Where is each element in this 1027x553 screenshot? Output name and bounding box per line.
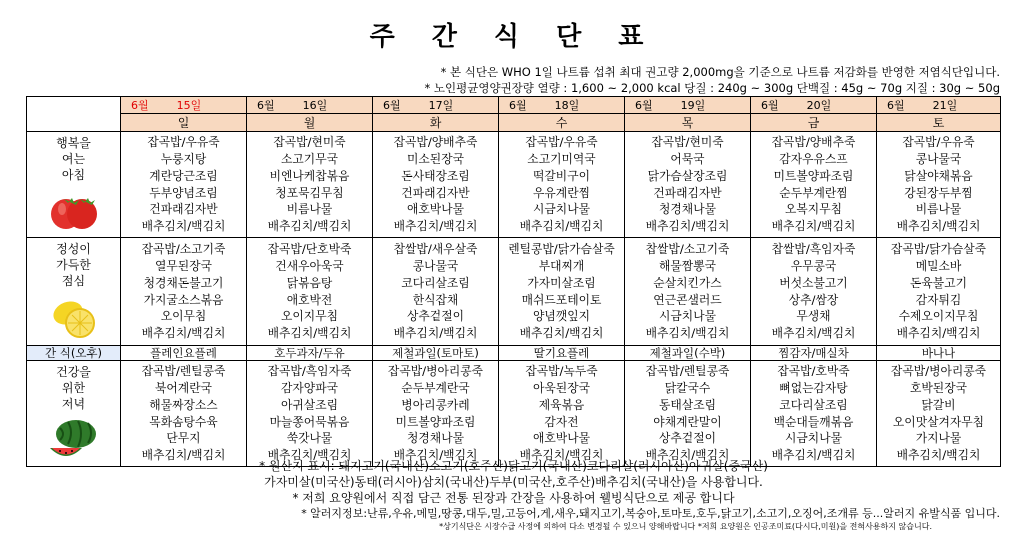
menu-item: 순두부계란찜 <box>779 185 848 200</box>
weekday-0: 일 <box>121 114 247 132</box>
menu-item: 배추김치/백김치 <box>519 219 604 234</box>
breakfast-cell <box>247 132 373 238</box>
menu-item: 찹쌀밥/소고기죽 <box>645 242 730 257</box>
date-day: 16일 <box>302 99 328 112</box>
menu-item: 떡갈비구이 <box>533 168 590 183</box>
menu-item: 가지나물 <box>915 431 962 446</box>
date-day: 18일 <box>554 99 580 112</box>
date-cell <box>121 97 247 114</box>
menu-item: 잡곡밥/흑임자죽 <box>267 364 352 379</box>
menu-item: 한식잡채 <box>412 292 459 307</box>
menu-item: 열무된장국 <box>155 258 212 273</box>
menu-item: 호박된장국 <box>910 380 967 395</box>
nutrition-note: * 노인평균영양권장량 열량 : 1,600 ~ 2,000 kcal 당질 : 240g ~ 300g 단백질 : 45g ~ 70g 지질 : 30g ~ 50g <box>424 81 1000 95</box>
menu-item: 시금치나물 <box>659 309 716 324</box>
menu-item: 배추김치/백김치 <box>645 448 730 463</box>
menu-item: 잡곡밥/단호박죽 <box>267 242 352 257</box>
weekday-3: 수 <box>499 114 625 132</box>
menu-item: 돈사태장조림 <box>401 168 470 183</box>
date-month: 6월 <box>509 99 527 112</box>
menu-item: 오이지무침 <box>281 309 338 324</box>
weekday-5: 금 <box>751 114 877 132</box>
menu-item: 백순대들깨볶음 <box>773 414 854 429</box>
menu-item: 건파래김자반 <box>653 185 722 200</box>
menu-item: 시금치나물 <box>785 431 842 446</box>
date-day: 15일 <box>176 99 202 112</box>
date-month: 6월 <box>635 99 653 112</box>
snack-cell: 찜감자/매실차 <box>751 346 877 361</box>
menu-item: 미트볼양파조림 <box>395 414 476 429</box>
menu-item: 시금치나물 <box>533 202 590 217</box>
date-month: 6월 <box>257 99 275 112</box>
date-cell <box>751 97 877 114</box>
menu-item: 가자미살조림 <box>527 275 596 290</box>
menu-item: 배추김치/백김치 <box>393 219 478 234</box>
dinner-label-line: 저녁 <box>61 397 86 411</box>
breakfast-cell <box>751 132 877 238</box>
date-cell <box>247 97 373 114</box>
menu-item: 애호박전 <box>286 292 333 307</box>
menu-item: 닭가슴살장조림 <box>647 168 728 183</box>
breakfast-cell <box>121 132 247 238</box>
menu-item: 잡곡밥/호박죽 <box>777 364 850 379</box>
menu-item: 소고기무국 <box>281 151 338 166</box>
dinner-cell <box>247 361 373 467</box>
menu-item: 제육볶음 <box>538 397 585 412</box>
menu-item: 무생채 <box>796 309 831 324</box>
menu-item: 배추김치/백김치 <box>267 326 352 341</box>
snack-cell: 제철과일(토마토) <box>373 346 499 361</box>
menu-item: 해물짜장소스 <box>149 397 218 412</box>
date-day: 21일 <box>932 99 958 112</box>
tomato-icon <box>27 189 120 237</box>
menu-item: 잡곡밥/우유죽 <box>902 135 975 150</box>
menu-item: 닭볶음탕 <box>286 275 333 290</box>
menu-item: 마늘쫑어묵볶음 <box>269 414 350 429</box>
lemon-icon <box>27 295 120 345</box>
menu-item: 찹쌀밥/흑임자죽 <box>771 242 856 257</box>
menu-item: 건새우아욱국 <box>275 258 344 273</box>
date-cell <box>499 97 625 114</box>
menu-item: 강된장두부찜 <box>904 185 973 200</box>
date-month: 6월 <box>383 99 401 112</box>
menu-item: 두부양념조림 <box>149 185 218 200</box>
date-day: 20일 <box>806 99 832 112</box>
menu-item: 코다리살조림 <box>401 275 470 290</box>
menu-item: 쑥갓나물 <box>286 431 333 446</box>
menu-item: 북어계란국 <box>155 380 212 395</box>
menu-item: 우유계란찜 <box>533 185 590 200</box>
day-row <box>27 114 1001 132</box>
dinner-cell <box>877 361 1001 467</box>
menu-item: 코다리살조림 <box>779 397 848 412</box>
menu-item: 콩나물국 <box>412 258 459 273</box>
lunch-cell <box>373 238 499 346</box>
menu-item: 배추김치/백김치 <box>771 219 856 234</box>
menu-item: 배추김치/백김치 <box>393 448 478 463</box>
breakfast-label-line: 아침 <box>61 168 86 182</box>
lunch-label <box>27 238 121 346</box>
menu-item: 콩나물국 <box>915 151 962 166</box>
menu-item: 아욱된장국 <box>533 380 590 395</box>
lunch-label-line: 점심 <box>61 274 86 288</box>
menu-item: 배추김치/백김치 <box>393 326 478 341</box>
menu-item: 배추김치/백김치 <box>141 448 226 463</box>
snack-cell: 호두과자/두유 <box>247 346 373 361</box>
date-month: 6월 <box>887 99 905 112</box>
menu-item: 잡곡밥/소고기죽 <box>141 242 226 257</box>
menu-item: 배추김치/백김치 <box>519 326 604 341</box>
dinner-cell <box>499 361 625 467</box>
menu-item: 돈육불고기 <box>910 275 967 290</box>
weekday-2: 화 <box>373 114 499 132</box>
dinner-label-line: 건강을 <box>56 365 91 379</box>
menu-item: 비름나물 <box>915 202 962 217</box>
menu-item: 감자우유스프 <box>779 151 848 166</box>
menu-item: 배추김치/백김치 <box>645 326 730 341</box>
menu-item: 잡곡밥/닭가슴살죽 <box>890 242 987 257</box>
date-month: 6월 <box>761 99 779 112</box>
menu-item: 가지굴소스볶음 <box>143 292 224 307</box>
snack-cell: 바나나 <box>877 346 1001 361</box>
corner-cell <box>27 97 121 114</box>
menu-item: 소고기미역국 <box>527 151 596 166</box>
menu-item: 비름나물 <box>286 202 333 217</box>
menu-item: 순살치킨가스 <box>653 275 722 290</box>
page-title: 주 간 식 단 표 <box>369 22 658 52</box>
dinner-cell <box>751 361 877 467</box>
lunch-cell <box>499 238 625 346</box>
menu-item: 감자튀김 <box>915 292 962 307</box>
dinner-cell <box>121 361 247 467</box>
menu-item: 어묵국 <box>670 151 705 166</box>
snack-cell: 제철과일(수박) <box>625 346 751 361</box>
lunch-cell <box>121 238 247 346</box>
menu-item: 청경채돈불고기 <box>143 275 224 290</box>
menu-item: 찹쌀밥/새우살죽 <box>393 242 478 257</box>
menu-item: 해물짬뽕국 <box>659 258 716 273</box>
menu-item: 수제오이지무침 <box>898 309 979 324</box>
menu-item: 렌틸콩밥/닭가슴살죽 <box>508 242 615 257</box>
menu-item: 계란당근조림 <box>149 168 218 183</box>
menu-item: 미소된장국 <box>407 151 464 166</box>
menu-item: 배추김치/백김치 <box>896 326 981 341</box>
menu-item: 버섯소불고기 <box>779 275 848 290</box>
menu-item: 잡곡밥/현미죽 <box>273 135 346 150</box>
menu-item: 비엔나케찹볶음 <box>269 168 350 183</box>
menu-item: 애호박나물 <box>407 202 464 217</box>
dinner-label <box>27 361 121 467</box>
menu-item: 잡곡밥/양배추죽 <box>393 135 478 150</box>
lunch-cell <box>877 238 1001 346</box>
menu-item: 잡곡밥/우유죽 <box>147 135 220 150</box>
menu-item: 야채계란말이 <box>653 414 722 429</box>
menu-item: 배추김치/백김치 <box>771 448 856 463</box>
breakfast-label-line: 여는 <box>61 152 86 166</box>
menu-item: 부대찌개 <box>538 258 585 273</box>
breakfast-label <box>27 132 121 238</box>
menu-item: 닭살야채볶음 <box>904 168 973 183</box>
menu-item: 배추김치/백김치 <box>141 219 226 234</box>
menu-item: 상추겉절이 <box>407 309 464 324</box>
menu-item: 감자전 <box>544 414 579 429</box>
origin-note: * 원산지 표시: 돼지고기(국내산)소고기(호주산)닭고기(국내산)코다리살(러시아산)아귀살(중국산) <box>259 459 768 473</box>
menu-item: 배추김치/백김치 <box>645 219 730 234</box>
menu-item: 아귀살조림 <box>281 397 338 412</box>
breakfast-cell <box>499 132 625 238</box>
menu-item: 배추김치/백김치 <box>267 448 352 463</box>
menu-item: 동태살조림 <box>659 397 716 412</box>
weekday-4: 목 <box>625 114 751 132</box>
breakfast-row <box>27 132 1001 238</box>
snack-cell: 딸기요플레 <box>499 346 625 361</box>
lunch-label-line: 정성이 <box>56 242 91 256</box>
lunch-cell <box>247 238 373 346</box>
date-month: 6월 <box>131 99 149 112</box>
menu-item: 양념깻잎지 <box>533 309 590 324</box>
menu-item: 배추김치/백김치 <box>519 448 604 463</box>
breakfast-cell <box>373 132 499 238</box>
menu-item: 목화솜탕수육 <box>149 414 218 429</box>
snack-label: 간 식(오후) <box>27 346 121 361</box>
menu-item: 메밀소바 <box>915 258 962 273</box>
date-cell <box>625 97 751 114</box>
menu-item: 배추김치/백김치 <box>896 219 981 234</box>
menu-item: 연근콘샐러드 <box>653 292 722 307</box>
menu-item: 뼈없는감자탕 <box>779 380 848 395</box>
weekday-6: 토 <box>877 114 1001 132</box>
menu-item: 순두부계란국 <box>401 380 470 395</box>
menu-item: 잡곡밥/렌틸콩죽 <box>141 364 226 379</box>
menu-item: 건파래김자반 <box>401 185 470 200</box>
menu-item: 잡곡밥/렌틸콩죽 <box>645 364 730 379</box>
menu-item: 상추/쌈장 <box>788 292 839 307</box>
menu-item: 누룽지탕 <box>160 151 207 166</box>
menu-item: 감자양파국 <box>281 380 338 395</box>
change-note: *상기식단은 시장수급 사정에 의하여 다소 변경될 수 있으니 양해바랍니다 *저희 요양원은 인공조미료(다시다,미원)을 전혀사용하지 않습니다. <box>439 522 932 531</box>
lunch-cell <box>625 238 751 346</box>
dinner-label-line: 위한 <box>61 381 86 395</box>
date-cell <box>373 97 499 114</box>
origin-note-2: 가자미살(미국산)동태(러시아)삼치(국내산)두부(미국산,호주산)배추김치(국내산)을 사용합니다. <box>264 475 763 489</box>
dinner-row <box>27 361 1001 467</box>
menu-item: 닭갈비 <box>921 397 956 412</box>
breakfast-cell <box>625 132 751 238</box>
menu-item: 우무콩국 <box>790 258 837 273</box>
corner-cell-2 <box>27 114 121 132</box>
dinner-cell <box>625 361 751 467</box>
sodium-note: * 본 식단은 WHO 1일 나트륨 섭취 최대 권고량 2,000mg을 기준으로 나트륨 저감화를 반영한 저염식단입니다. <box>440 65 1000 79</box>
menu-item: 배추김치/백김치 <box>896 448 981 463</box>
menu-item: 오이맛살겨자무침 <box>892 414 985 429</box>
menu-item: 닭칼국수 <box>664 380 711 395</box>
menu-item: 오이무침 <box>160 309 207 324</box>
menu-item: 잡곡밥/현미죽 <box>651 135 724 150</box>
snack-cell: 플레인요플레 <box>121 346 247 361</box>
menu-item: 단무지 <box>166 431 201 446</box>
menu-item: 잡곡밥/병아리콩죽 <box>387 364 484 379</box>
menu-item: 잡곡밥/녹두죽 <box>525 364 598 379</box>
breakfast-label-line: 행복을 <box>56 136 91 150</box>
date-day: 17일 <box>428 99 454 112</box>
date-row <box>27 97 1001 114</box>
menu-item: 배추김치/백김치 <box>267 219 352 234</box>
menu-item: 매쉬드포테이토 <box>521 292 602 307</box>
lunch-row <box>27 238 1001 346</box>
menu-item: 애호박나물 <box>533 431 590 446</box>
menu-item: 병아리콩카레 <box>401 397 470 412</box>
menu-item: 배추김치/백김치 <box>771 326 856 341</box>
menu-item: 건파래김자반 <box>149 202 218 217</box>
menu-item: 배추김치/백김치 <box>141 326 226 341</box>
menu-item: 청경채나물 <box>407 431 464 446</box>
weekday-1: 월 <box>247 114 373 132</box>
date-cell <box>877 97 1001 114</box>
dinner-cell <box>373 361 499 467</box>
weekly-menu-table <box>26 96 1001 467</box>
menu-item: 잡곡밥/병아리콩죽 <box>890 364 987 379</box>
allergy-note: * 알러지정보:난류,우유,메밀,땅콩,대두,밀,고등어,게,새우,돼지고기,복숭아,토마토,호두,닭고기,소고기,오징어,조개류 등...알러지 유발식품 입니다. <box>301 507 1000 520</box>
menu-item: 상추겉절이 <box>659 431 716 446</box>
menu-item: 잡곡밥/우유죽 <box>525 135 598 150</box>
menu-item: 오복지무침 <box>785 202 842 217</box>
menu-item: 청경채나물 <box>659 202 716 217</box>
menu-item: 잡곡밥/양배추죽 <box>771 135 856 150</box>
date-day: 19일 <box>680 99 706 112</box>
menu-item: 미트볼양파조림 <box>773 168 854 183</box>
snack-row <box>27 346 1001 361</box>
lunch-label-line: 가득한 <box>56 258 91 272</box>
sauce-note: * 저희 요양원에서 직접 담근 전통 된장과 간장을 사용하여 웰빙식단으로 제공 합니다 <box>292 491 735 505</box>
menu-item: 청포묵김무침 <box>275 185 344 200</box>
lunch-cell <box>751 238 877 346</box>
breakfast-cell <box>877 132 1001 238</box>
